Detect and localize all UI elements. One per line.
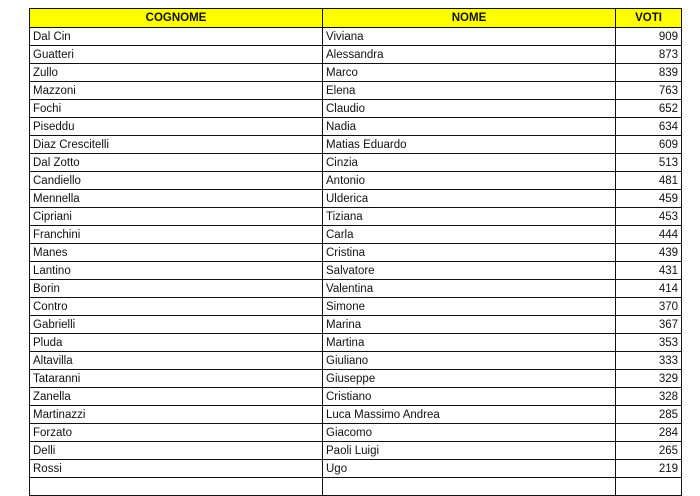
header-nome: NOME [323, 9, 616, 28]
table-row [30, 316, 682, 334]
cell-voti: 459 [616, 190, 682, 208]
cell-voti: 328 [616, 388, 682, 406]
cell-cognome: Franchini [30, 226, 323, 244]
table-row [30, 172, 682, 190]
cell-cognome: Manes [30, 244, 323, 262]
cell-voti: 414 [616, 280, 682, 298]
cell-cognome: Lantino [30, 262, 323, 280]
cell-voti: 481 [616, 172, 682, 190]
cell-nome: Viviana [323, 28, 616, 46]
table-row [30, 136, 682, 154]
cell-nome: Luca Massimo Andrea [323, 406, 616, 424]
cell-voti: 353 [616, 334, 682, 352]
table-row [30, 280, 682, 298]
cell-cognome: Forzato [30, 424, 323, 442]
cell-voti: 873 [616, 46, 682, 64]
table-row [30, 190, 682, 208]
cell-voti: 284 [616, 424, 682, 442]
table-row [30, 406, 682, 424]
cell-nome: Elena [323, 82, 616, 100]
cell-voti: 431 [616, 262, 682, 280]
cell-cognome: Rossi [30, 460, 323, 478]
cell-nome: Claudio [323, 100, 616, 118]
cell-cognome: Cipriani [30, 208, 323, 226]
table-row [30, 460, 682, 478]
cell-nome: Cinzia [323, 154, 616, 172]
cell-voti: 265 [616, 442, 682, 460]
cell-cognome: Zullo [30, 64, 323, 82]
cell-voti: 634 [616, 118, 682, 136]
table-row [30, 352, 682, 370]
cell-nome: Giuliano [323, 352, 616, 370]
cell-voti: 329 [616, 370, 682, 388]
cell-voti: 285 [616, 406, 682, 424]
cell-voti: 444 [616, 226, 682, 244]
cell-voti: 652 [616, 100, 682, 118]
cell-nome: Giuseppe [323, 370, 616, 388]
table-row [30, 388, 682, 406]
cell-cognome: Guatteri [30, 46, 323, 64]
cell-nome: Salvatore [323, 262, 616, 280]
cell-nome: Nadia [323, 118, 616, 136]
table-row [30, 424, 682, 442]
cell-voti: 439 [616, 244, 682, 262]
table-row [30, 46, 682, 64]
table-row [30, 298, 682, 316]
cell-nome: Ulderica [323, 190, 616, 208]
table-row [30, 82, 682, 100]
cell-cognome: Dal Zotto [30, 154, 323, 172]
cell-nome: Tiziana [323, 208, 616, 226]
cell-cognome: Pluda [30, 334, 323, 352]
cell-cognome: Borin [30, 280, 323, 298]
table-row [30, 226, 682, 244]
header-row [30, 9, 682, 28]
cell-nome: Martina [323, 334, 616, 352]
cell-nome: Marco [323, 64, 616, 82]
cell-cognome: Altavilla [30, 352, 323, 370]
table-row [30, 244, 682, 262]
cell-cognome: Martinazzi [30, 406, 323, 424]
header-voti: VOTI [616, 9, 682, 28]
table-row [30, 100, 682, 118]
table-row [30, 334, 682, 352]
table-row [30, 208, 682, 226]
table-row [30, 370, 682, 388]
cell-voti: 367 [616, 316, 682, 334]
header-cognome: COGNOME [30, 9, 323, 28]
cell-nome: Cristina [323, 244, 616, 262]
cell-cognome: Delli [30, 442, 323, 460]
table-row [30, 64, 682, 82]
cell-cognome: Piseddu [30, 118, 323, 136]
cell-cognome: Dal Cin [30, 28, 323, 46]
cell-nome: Paoli Luigi [323, 442, 616, 460]
table-row [30, 154, 682, 172]
cell-nome: Carla [323, 226, 616, 244]
cell-nome: Matias Eduardo [323, 136, 616, 154]
table-row [30, 118, 682, 136]
cell-nome: Marina [323, 316, 616, 334]
cell-cognome: Zanella [30, 388, 323, 406]
cell-voti: 453 [616, 208, 682, 226]
cell-cognome: Tataranni [30, 370, 323, 388]
cell-voti: 909 [616, 28, 682, 46]
cell-cognome: Candiello [30, 172, 323, 190]
table-row [30, 262, 682, 280]
cell-nome: Alessandra [323, 46, 616, 64]
cell-cognome: Diaz Crescitelli [30, 136, 323, 154]
votes-table [29, 8, 682, 496]
cell-voti: 333 [616, 352, 682, 370]
cell-voti: 219 [616, 460, 682, 478]
cell-nome: Giacomo [323, 424, 616, 442]
cell-voti: 839 [616, 64, 682, 82]
cell-voti: 370 [616, 298, 682, 316]
cell-nome: Simone [323, 298, 616, 316]
cell-cognome: Contro [30, 298, 323, 316]
cell-nome: Valentina [323, 280, 616, 298]
cell-voti: 609 [616, 136, 682, 154]
table-row [30, 28, 682, 46]
cell-cognome: Mennella [30, 190, 323, 208]
cell-nome: Antonio [323, 172, 616, 190]
cell-voti: 513 [616, 154, 682, 172]
cell-voti: 763 [616, 82, 682, 100]
cell-nome: Ugo [323, 460, 616, 478]
cell-cognome: Gabrielli [30, 316, 323, 334]
cell-nome: Cristiano [323, 388, 616, 406]
cell-cognome: Mazzoni [30, 82, 323, 100]
table-row [30, 442, 682, 460]
cell-cognome: Fochi [30, 100, 323, 118]
